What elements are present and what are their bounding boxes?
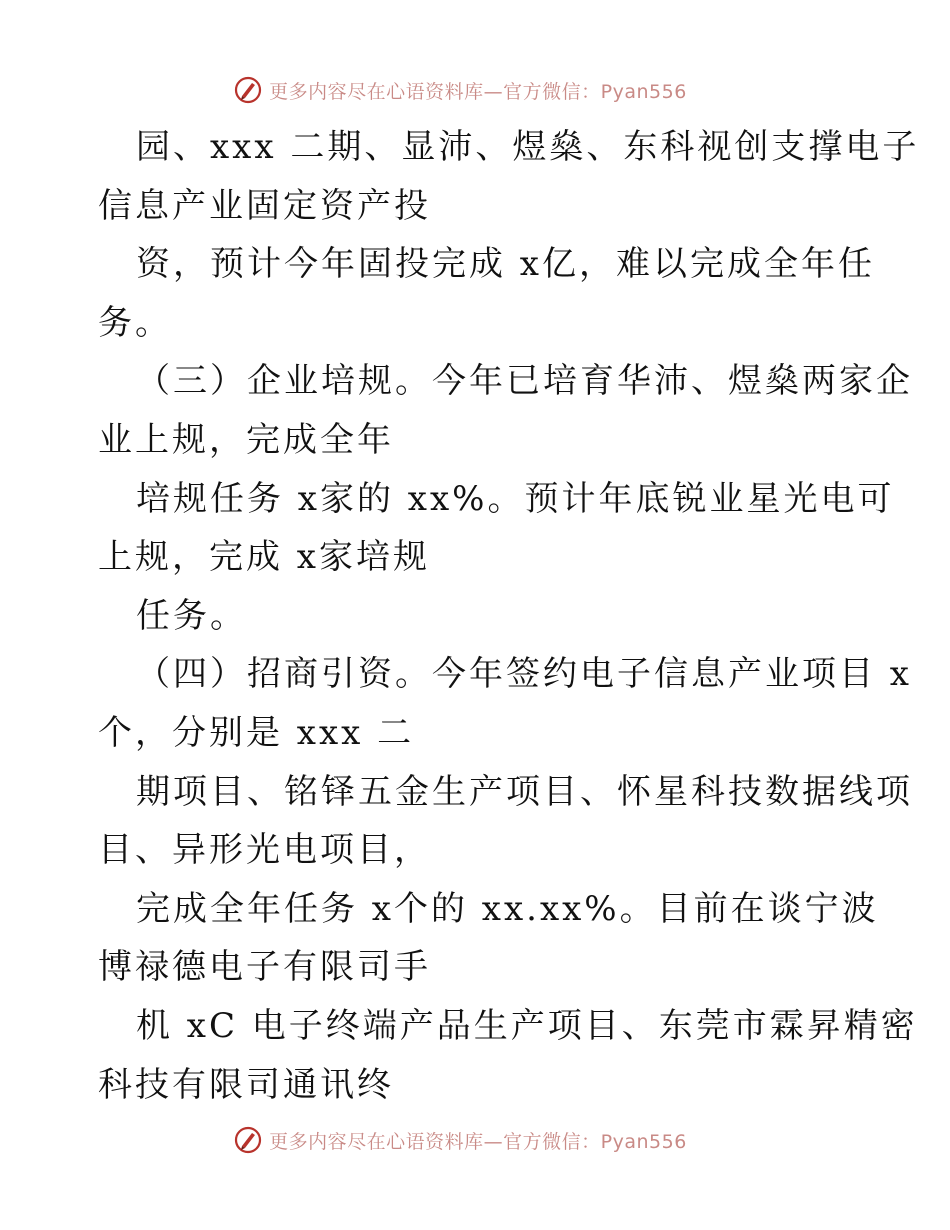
body-text-line: 上规，完成 x家培规 <box>98 537 430 578</box>
body-text-line: 科技有限司通讯终 <box>98 1064 394 1105</box>
body-text-line: 信息产业固定资产投 <box>98 185 431 226</box>
pen-circle-logo-icon <box>233 75 263 105</box>
body-text-line: 园、xxx 二期、显沛、煜燊、东科视创支撑电子 <box>136 127 920 167</box>
body-text-line: 培规任务 x家的 xx%。预计年底锐业星光电可 <box>136 478 895 519</box>
body-text-line: （三）企业培规。今年已培育华沛、煜燊两家企 <box>136 361 913 402</box>
body-text-line: 资，预计今年固投完成 x亿，难以完成全年任 <box>136 244 875 285</box>
body-text-line: 博禄德电子有限司手 <box>98 947 431 988</box>
pen-circle-logo-icon <box>233 1125 263 1155</box>
body-text-line: 个，分别是 xxx 二 <box>98 712 415 753</box>
body-text-line: （四）招商引资。今年签约电子信息产业项目 x <box>136 654 912 695</box>
document-body <box>98 118 920 1114</box>
body-text-line: 任务。 <box>136 595 247 636</box>
watermark-text: 更多内容尽在心语资料库—官方微信：Pyan556 <box>269 1130 687 1153</box>
body-text-line: 务。 <box>98 302 172 343</box>
watermark-text: 更多内容尽在心语资料库—官方微信：Pyan556 <box>269 80 687 103</box>
body-text-line: 目、异形光电项目， <box>98 830 431 871</box>
body-text-line: 完成全年任务 x个的 xx.xx%。目前在谈宁波 <box>136 888 879 929</box>
header-watermark <box>0 70 950 110</box>
footer-watermark <box>0 1120 950 1160</box>
body-text-line: 机 xC 电子终端产品生产项目、东莞市霖昇精密 <box>136 1005 918 1046</box>
body-text-line: 业上规，完成全年 <box>98 419 394 460</box>
body-text-line: 期项目、铭铎五金生产项目、怀星科技数据线项 <box>136 771 913 812</box>
